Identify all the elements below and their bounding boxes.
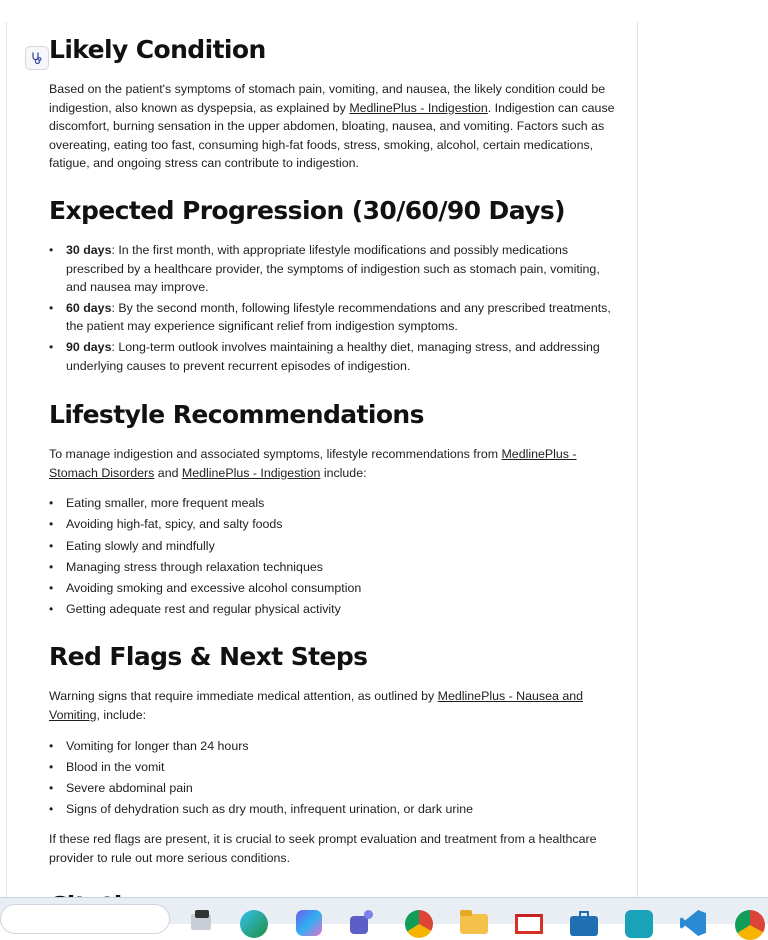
list-item (49, 338, 623, 375)
edge-browser-icon[interactable] (240, 910, 266, 936)
teams-icon[interactable] (350, 910, 376, 936)
likely-condition-text-1: Based on the patient's symptoms of stomach pain, vomiting, and nausea, the likely condition could be indigestion, also known as dyspepsia, as explained by (49, 82, 606, 115)
lifestyle-text-3: include: (320, 465, 367, 480)
heading-expected-progression: Expected Progression (30/60/90 Days) (49, 195, 566, 225)
list-item: • Managing stress through relaxation techniques (49, 558, 623, 577)
link-medlineplus-stomach-disorders[interactable]: MedlinePlus - Stomach Disorders (49, 447, 577, 480)
list-item (49, 241, 623, 297)
lifestyle-list (49, 494, 623, 618)
stethoscope-icon (30, 51, 44, 65)
progression-list (49, 241, 623, 375)
list-item: • Eating smaller, more frequent meals (49, 494, 623, 513)
app-icon[interactable] (625, 910, 651, 936)
chrome-profile-icon[interactable] (735, 910, 761, 936)
progression-label: 60 days (66, 300, 112, 315)
link-medlineplus-nausea-vomiting[interactable]: MedlinePlus - Nausea and Vomiting (49, 689, 584, 722)
assistant-badge[interactable] (25, 46, 49, 70)
list-item: • Severe abdominal pain (49, 779, 623, 798)
taskbar-search[interactable] (0, 904, 170, 934)
lifestyle-paragraph (49, 445, 623, 482)
briefcase-icon[interactable] (570, 910, 596, 936)
list-item: • Signs of dehydration such as dry mouth, infrequent urination, or dark urine (49, 800, 623, 819)
gmail-icon[interactable] (515, 910, 541, 936)
list-item: • Avoiding smoking and excessive alcohol consumption (49, 579, 623, 598)
progression-text: : Long-term outlook involves maintaining a healthy diet, managing stress, and addressing underlying causes to prevent recurrent episodes of indigestion. (66, 339, 600, 373)
progression-text: : In the first month, with appropriate lifestyle modifications and possibly medications prescribed by a healthcare provider, the symptoms of indigestion such as stomach pain, vomiting, and nausea may improve. (66, 242, 600, 295)
red-flags-closing: If these red flags are present, it is crucial to seek prompt evaluation and treatment from a healthcare provider to rule out more serious conditions. (49, 832, 597, 866)
list-item (49, 299, 623, 336)
list-item: • Avoiding high-fat, spicy, and salty foods (49, 515, 623, 534)
likely-condition-text-2: . Indigestion can cause discomfort, burning sensation in the upper abdomen, bloating, nausea, and vomiting. Factors such as overeating, eating too fast, consuming high-fat foods, stress, smoking, alcohol, certain medications, fatigue, and ongoing stress can contribute to indigestion. (49, 100, 615, 171)
link-medlineplus-indigestion[interactable]: MedlinePlus - Indigestion (349, 100, 488, 115)
file-explorer-icon[interactable] (187, 910, 213, 936)
red-flags-list (49, 737, 623, 819)
heading-likely-condition: Likely Condition (49, 35, 266, 64)
list-item: • Getting adequate rest and regular physical activity (49, 600, 623, 619)
red-flags-text-2: , include: (96, 707, 147, 722)
progression-text: : By the second month, following lifestyle recommendations and any prescribed treatments, the patient may experience significant relief from indigestion symptoms. (66, 300, 611, 334)
list-item: • Vomiting for longer than 24 hours (49, 737, 623, 756)
heading-lifestyle-recommendations: Lifestyle Recommendations (49, 400, 424, 430)
lifestyle-text-1: To manage indigestion and associated symptoms, lifestyle recommendations from (49, 447, 502, 462)
progression-label: 30 days (66, 242, 112, 257)
chrome-icon[interactable] (405, 910, 431, 936)
lifestyle-text-2: and (154, 465, 182, 480)
folder-icon[interactable] (460, 910, 486, 936)
progression-label: 90 days (66, 339, 112, 354)
document-panel (6, 22, 638, 902)
red-flags-text-1: Warning signs that require immediate medical attention, as outlined by (49, 689, 438, 704)
report-content (49, 34, 623, 922)
taskbar (0, 897, 768, 924)
list-item: • Blood in the vomit (49, 758, 623, 777)
copilot-icon[interactable] (296, 910, 322, 936)
red-flags-paragraph (49, 687, 623, 724)
link-medlineplus-indigestion-2[interactable]: MedlinePlus - Indigestion (181, 465, 321, 480)
likely-condition-paragraph (49, 80, 623, 173)
heading-red-flags: Red Flags & Next Steps (49, 642, 368, 672)
list-item: • Eating slowly and mindfully (49, 537, 623, 556)
vscode-icon[interactable] (680, 910, 706, 936)
